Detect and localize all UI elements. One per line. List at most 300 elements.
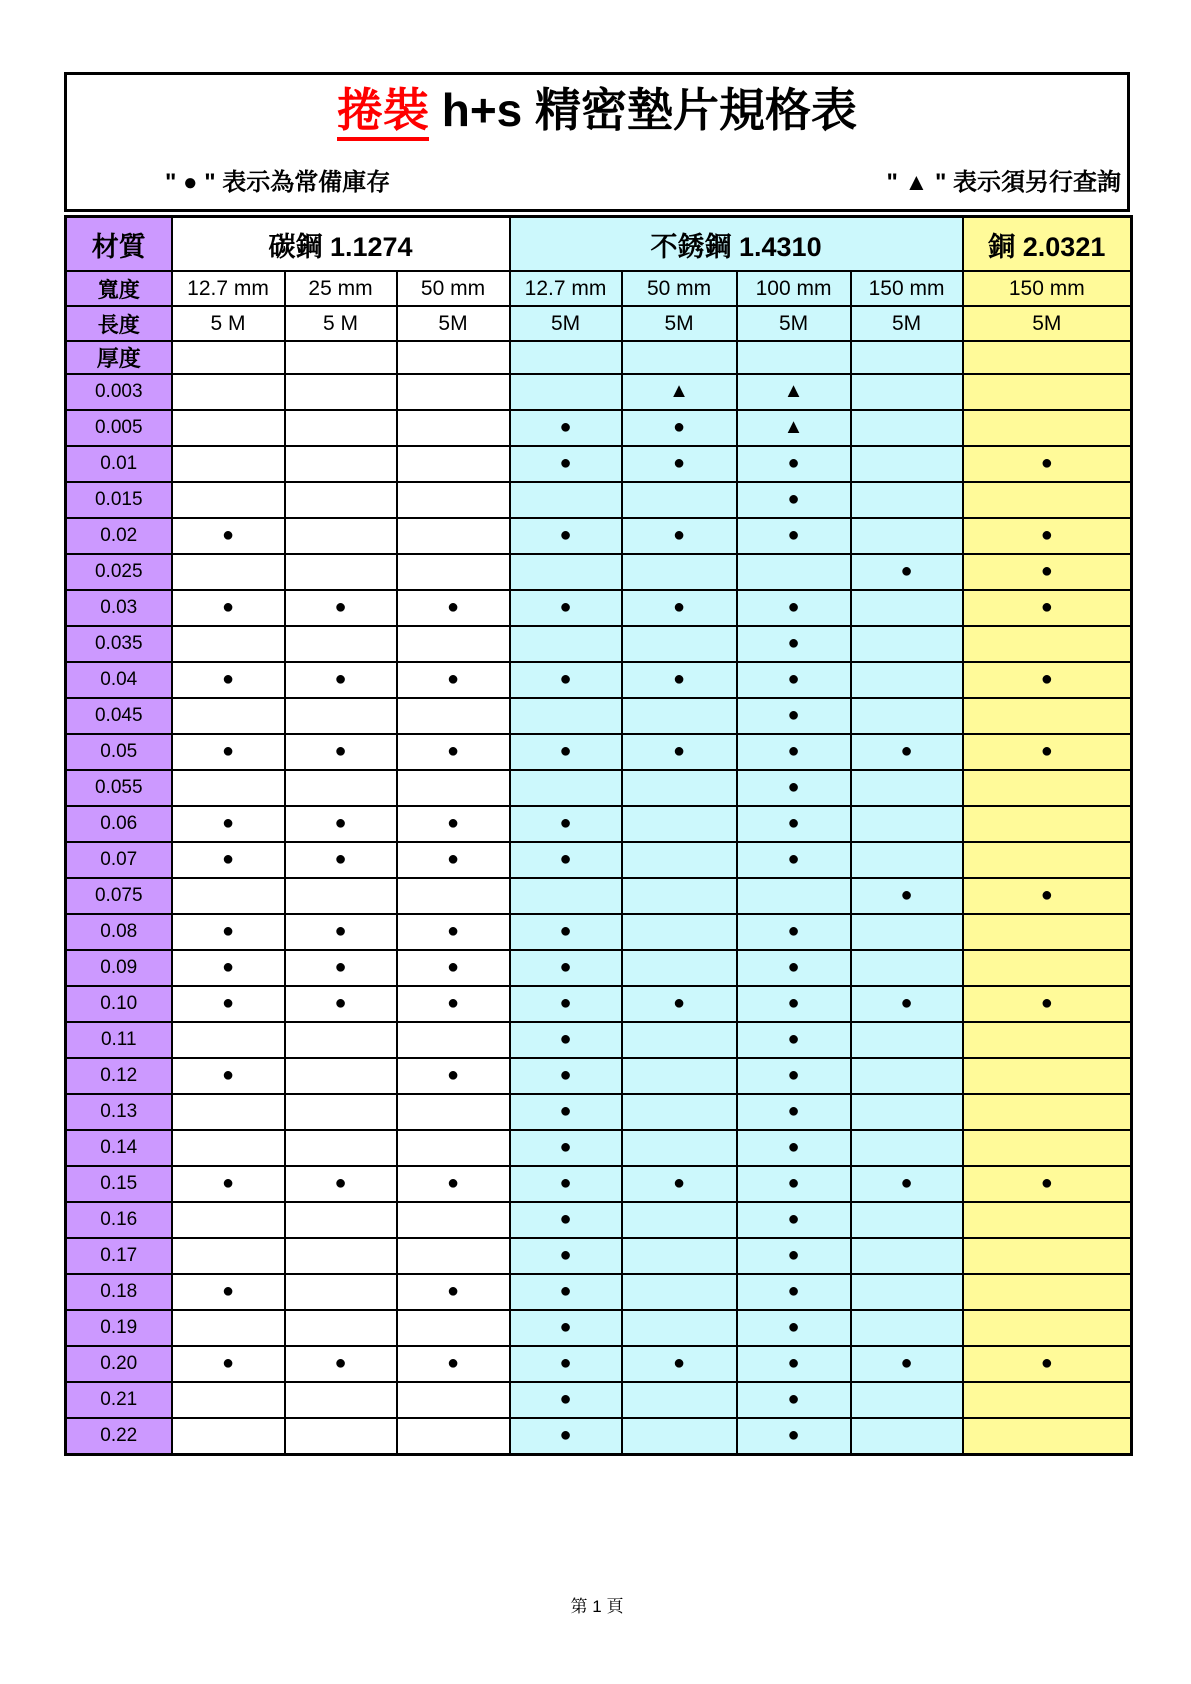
stock-cell bbox=[285, 662, 397, 698]
stock-cell bbox=[510, 1274, 622, 1310]
stock-cell bbox=[397, 842, 510, 878]
stock-dot-icon: ● bbox=[446, 992, 460, 1014]
stock-cell bbox=[851, 734, 963, 770]
stock-cell bbox=[963, 1346, 1132, 1382]
stock-cell bbox=[285, 806, 397, 842]
stock-cell bbox=[285, 1130, 397, 1166]
stock-cell bbox=[622, 626, 737, 662]
table-row bbox=[66, 950, 1132, 986]
stock-cell bbox=[285, 1274, 397, 1310]
stock-cell bbox=[397, 698, 510, 734]
table-row bbox=[66, 698, 1132, 734]
stock-cell bbox=[172, 1022, 285, 1058]
stock-cell bbox=[397, 1382, 510, 1418]
stock-cell bbox=[622, 1382, 737, 1418]
stock-cell bbox=[851, 374, 963, 410]
stock-cell bbox=[622, 1274, 737, 1310]
table-row bbox=[66, 878, 1132, 914]
stock-cell bbox=[963, 554, 1132, 590]
stock-cell bbox=[397, 770, 510, 806]
thickness-value-cell: 0.11 bbox=[66, 1022, 172, 1058]
stock-dot-icon: ● bbox=[787, 1172, 800, 1194]
stock-cell bbox=[963, 734, 1132, 770]
stock-dot-icon: ● bbox=[334, 848, 347, 870]
stock-cell bbox=[510, 590, 622, 626]
stock-dot-icon: ● bbox=[1040, 1172, 1053, 1194]
stock-cell bbox=[737, 518, 851, 554]
stock-cell bbox=[622, 770, 737, 806]
table-row bbox=[66, 842, 1132, 878]
stock-cell bbox=[737, 1166, 851, 1202]
stock-cell bbox=[851, 770, 963, 806]
stock-cell bbox=[397, 518, 510, 554]
stock-cell bbox=[397, 1130, 510, 1166]
stock-cell bbox=[510, 482, 622, 518]
length-value-cell: 5M bbox=[963, 306, 1132, 341]
thickness-value-cell: 0.06 bbox=[66, 806, 172, 842]
stock-dot-icon: ● bbox=[559, 1028, 572, 1050]
thickness-value-cell: 0.10 bbox=[66, 986, 172, 1022]
stock-cell bbox=[737, 806, 851, 842]
stock-cell bbox=[172, 374, 285, 410]
stock-dot-icon: ● bbox=[559, 668, 572, 690]
stock-dot-icon: ● bbox=[559, 1064, 572, 1086]
stock-cell bbox=[397, 914, 510, 950]
stock-cell bbox=[285, 626, 397, 662]
table-row bbox=[66, 410, 1132, 446]
table-row bbox=[66, 374, 1132, 410]
stock-cell bbox=[172, 770, 285, 806]
stock-cell bbox=[397, 482, 510, 518]
table-row bbox=[66, 662, 1132, 698]
stock-dot-icon: ● bbox=[672, 668, 686, 690]
stock-dot-icon: ● bbox=[559, 740, 572, 762]
stock-cell bbox=[622, 590, 737, 626]
stock-cell bbox=[397, 734, 510, 770]
stock-cell bbox=[963, 1022, 1132, 1058]
stock-cell bbox=[851, 518, 963, 554]
stock-cell bbox=[737, 1382, 851, 1418]
stock-cell bbox=[963, 410, 1132, 446]
stock-cell bbox=[397, 1022, 510, 1058]
stock-cell bbox=[172, 914, 285, 950]
stock-dot-icon: ● bbox=[559, 1172, 572, 1194]
stock-cell bbox=[851, 1310, 963, 1346]
stock-dot-icon: ● bbox=[559, 992, 572, 1014]
stock-cell bbox=[737, 374, 851, 410]
stock-cell bbox=[510, 1022, 622, 1058]
stock-cell bbox=[510, 1418, 622, 1455]
stock-dot-icon: ● bbox=[672, 452, 686, 474]
stock-dot-icon: ● bbox=[672, 596, 686, 618]
stock-cell bbox=[622, 734, 737, 770]
material-header-label: 材質 bbox=[66, 217, 172, 272]
stock-cell bbox=[397, 950, 510, 986]
stock-dot-icon: ● bbox=[900, 740, 913, 762]
stock-cell bbox=[397, 1418, 510, 1455]
stock-cell bbox=[851, 1382, 963, 1418]
stock-cell bbox=[622, 554, 737, 590]
thickness-value-cell: 0.025 bbox=[66, 554, 172, 590]
stock-dot-icon: ● bbox=[334, 956, 347, 978]
stock-cell bbox=[172, 482, 285, 518]
stock-cell bbox=[397, 806, 510, 842]
stock-cell bbox=[963, 770, 1132, 806]
width-value-cell: 50 mm bbox=[622, 271, 737, 306]
thickness-header-empty-cell bbox=[285, 341, 397, 374]
stock-cell bbox=[285, 1022, 397, 1058]
inquiry-triangle-icon: ▲ bbox=[783, 380, 804, 402]
stock-dot-icon: ● bbox=[787, 992, 800, 1014]
width-value-cell: 150 mm bbox=[963, 271, 1132, 306]
stock-cell bbox=[963, 842, 1132, 878]
stock-cell bbox=[172, 1418, 285, 1455]
stock-cell bbox=[737, 1418, 851, 1455]
stock-cell bbox=[963, 1058, 1132, 1094]
page-title bbox=[67, 85, 1127, 136]
stock-cell bbox=[622, 410, 737, 446]
stock-cell bbox=[285, 878, 397, 914]
table-row bbox=[66, 446, 1132, 482]
stock-cell bbox=[737, 1130, 851, 1166]
stock-dot-icon: ● bbox=[672, 524, 686, 546]
table-row bbox=[66, 1130, 1132, 1166]
stock-dot-icon: ● bbox=[787, 776, 800, 798]
stock-dot-icon: ● bbox=[559, 1136, 572, 1158]
material-name-cell: 銅 2.0321 bbox=[963, 217, 1132, 272]
inquiry-triangle-icon: ▲ bbox=[669, 380, 689, 402]
stock-cell bbox=[622, 950, 737, 986]
thickness-value-cell: 0.17 bbox=[66, 1238, 172, 1274]
thickness-value-cell: 0.22 bbox=[66, 1418, 172, 1455]
stock-dot-icon: ● bbox=[334, 740, 347, 762]
stock-cell bbox=[851, 590, 963, 626]
stock-cell bbox=[963, 986, 1132, 1022]
table-row bbox=[66, 554, 1132, 590]
thickness-value-cell: 0.08 bbox=[66, 914, 172, 950]
stock-dot-icon: ● bbox=[787, 1064, 800, 1086]
stock-cell bbox=[397, 1274, 510, 1310]
stock-cell bbox=[285, 1310, 397, 1346]
stock-dot-icon: ● bbox=[787, 740, 800, 762]
stock-cell bbox=[397, 590, 510, 626]
stock-cell bbox=[851, 806, 963, 842]
table-row bbox=[66, 1058, 1132, 1094]
stock-dot-icon: ● bbox=[787, 1136, 800, 1158]
stock-cell bbox=[851, 1274, 963, 1310]
stock-dot-icon: ● bbox=[221, 1172, 235, 1194]
thickness-value-cell: 0.02 bbox=[66, 518, 172, 554]
stock-cell bbox=[622, 1022, 737, 1058]
stock-dot-icon: ● bbox=[787, 524, 800, 546]
table-row bbox=[66, 1238, 1132, 1274]
stock-cell bbox=[963, 914, 1132, 950]
thickness-value-cell: 0.035 bbox=[66, 626, 172, 662]
stock-dot-icon: ● bbox=[900, 884, 913, 906]
stock-dot-icon: ● bbox=[1040, 452, 1053, 474]
thickness-value-cell: 0.21 bbox=[66, 1382, 172, 1418]
thickness-header-row bbox=[66, 341, 1132, 374]
stock-cell bbox=[285, 1058, 397, 1094]
thickness-value-cell: 0.19 bbox=[66, 1310, 172, 1346]
stock-dot-icon: ● bbox=[559, 1280, 572, 1302]
stock-dot-icon: ● bbox=[559, 1352, 572, 1374]
stock-cell bbox=[397, 1238, 510, 1274]
width-header-label: 寬度 bbox=[66, 271, 172, 306]
stock-cell bbox=[622, 1202, 737, 1238]
stock-cell bbox=[285, 554, 397, 590]
stock-cell bbox=[285, 374, 397, 410]
thickness-value-cell: 0.18 bbox=[66, 1274, 172, 1310]
stock-cell bbox=[851, 842, 963, 878]
stock-cell bbox=[510, 806, 622, 842]
stock-dot-icon: ● bbox=[334, 920, 347, 942]
stock-dot-icon: ● bbox=[221, 668, 235, 690]
stock-dot-icon: ● bbox=[559, 596, 572, 618]
stock-cell bbox=[510, 878, 622, 914]
thickness-value-cell: 0.13 bbox=[66, 1094, 172, 1130]
table-row bbox=[66, 770, 1132, 806]
stock-cell bbox=[737, 590, 851, 626]
stock-dot-icon: ● bbox=[559, 1388, 572, 1410]
stock-dot-icon: ● bbox=[1040, 992, 1053, 1014]
stock-dot-icon: ● bbox=[221, 848, 235, 870]
stock-dot-icon: ● bbox=[446, 1352, 460, 1374]
thickness-value-cell: 0.04 bbox=[66, 662, 172, 698]
stock-cell bbox=[285, 986, 397, 1022]
stock-cell bbox=[510, 554, 622, 590]
stock-cell bbox=[172, 698, 285, 734]
stock-cell bbox=[172, 446, 285, 482]
table-row bbox=[66, 1094, 1132, 1130]
stock-cell bbox=[172, 626, 285, 662]
title-main: h+s 精密墊片規格表 bbox=[428, 84, 858, 136]
stock-cell bbox=[737, 410, 851, 446]
table-row bbox=[66, 806, 1132, 842]
stock-dot-icon: ● bbox=[221, 956, 235, 978]
page-number: 第 1 頁 bbox=[570, 1597, 624, 1616]
stock-cell bbox=[622, 878, 737, 914]
stock-cell bbox=[172, 1310, 285, 1346]
stock-cell bbox=[737, 1058, 851, 1094]
stock-cell bbox=[737, 482, 851, 518]
stock-cell bbox=[172, 554, 285, 590]
stock-dot-icon: ● bbox=[559, 452, 572, 474]
thickness-header-empty-cell bbox=[510, 341, 622, 374]
thickness-value-cell: 0.005 bbox=[66, 410, 172, 446]
table-row bbox=[66, 1346, 1132, 1382]
stock-cell bbox=[851, 1346, 963, 1382]
thickness-header-empty-cell bbox=[963, 341, 1132, 374]
stock-cell bbox=[397, 1202, 510, 1238]
stock-dot-icon: ● bbox=[334, 812, 347, 834]
stock-dot-icon: ● bbox=[446, 920, 460, 942]
document bbox=[64, 72, 1130, 1456]
stock-cell bbox=[285, 1094, 397, 1130]
stock-dot-icon: ● bbox=[1040, 524, 1053, 546]
stock-cell bbox=[851, 662, 963, 698]
stock-cell bbox=[285, 446, 397, 482]
stock-cell bbox=[397, 878, 510, 914]
stock-cell bbox=[622, 662, 737, 698]
stock-dot-icon: ● bbox=[559, 848, 572, 870]
stock-dot-icon: ● bbox=[221, 524, 235, 546]
stock-dot-icon: ● bbox=[900, 992, 913, 1014]
stock-cell bbox=[285, 1346, 397, 1382]
stock-cell bbox=[963, 698, 1132, 734]
stock-cell bbox=[510, 626, 622, 662]
thickness-value-cell: 0.12 bbox=[66, 1058, 172, 1094]
spec-table bbox=[64, 215, 1133, 1456]
stock-cell bbox=[285, 1166, 397, 1202]
stock-cell bbox=[851, 410, 963, 446]
stock-cell bbox=[737, 446, 851, 482]
stock-dot-icon: ● bbox=[334, 992, 347, 1014]
stock-cell bbox=[172, 410, 285, 446]
stock-cell bbox=[172, 1346, 285, 1382]
stock-cell bbox=[963, 806, 1132, 842]
stock-cell bbox=[737, 1202, 851, 1238]
stock-cell bbox=[172, 986, 285, 1022]
stock-cell bbox=[963, 482, 1132, 518]
stock-cell bbox=[737, 734, 851, 770]
length-value-cell: 5 M bbox=[285, 306, 397, 341]
stock-dot-icon: ● bbox=[446, 740, 460, 762]
stock-dot-icon: ● bbox=[787, 1100, 800, 1122]
thickness-value-cell: 0.14 bbox=[66, 1130, 172, 1166]
stock-dot-icon: ● bbox=[1040, 884, 1053, 906]
thickness-value-cell: 0.09 bbox=[66, 950, 172, 986]
stock-cell bbox=[737, 626, 851, 662]
stock-cell bbox=[622, 446, 737, 482]
stock-cell bbox=[285, 410, 397, 446]
stock-cell bbox=[285, 518, 397, 554]
thickness-value-cell: 0.003 bbox=[66, 374, 172, 410]
stock-cell bbox=[963, 950, 1132, 986]
stock-cell bbox=[737, 1094, 851, 1130]
stock-cell bbox=[963, 1274, 1132, 1310]
stock-cell bbox=[851, 446, 963, 482]
stock-cell bbox=[737, 842, 851, 878]
stock-cell bbox=[510, 698, 622, 734]
stock-cell bbox=[285, 482, 397, 518]
stock-cell bbox=[963, 1094, 1132, 1130]
stock-cell bbox=[963, 518, 1132, 554]
stock-cell bbox=[963, 446, 1132, 482]
length-value-cell: 5 M bbox=[172, 306, 285, 341]
table-row bbox=[66, 914, 1132, 950]
stock-cell bbox=[510, 1238, 622, 1274]
stock-dot-icon: ● bbox=[446, 956, 460, 978]
stock-cell bbox=[510, 1130, 622, 1166]
stock-cell bbox=[397, 986, 510, 1022]
table-row bbox=[66, 1310, 1132, 1346]
thickness-header-empty-cell bbox=[851, 341, 963, 374]
stock-dot-icon: ● bbox=[446, 668, 460, 690]
stock-cell bbox=[963, 1418, 1132, 1455]
thickness-value-cell: 0.03 bbox=[66, 590, 172, 626]
stock-cell bbox=[622, 842, 737, 878]
stock-cell bbox=[510, 770, 622, 806]
stock-dot-icon: ● bbox=[446, 596, 460, 618]
material-name-cell: 碳鋼 1.1274 bbox=[172, 217, 510, 272]
stock-cell bbox=[851, 1094, 963, 1130]
stock-cell bbox=[737, 698, 851, 734]
stock-dot-icon: ● bbox=[1040, 740, 1053, 762]
stock-dot-icon: ● bbox=[559, 920, 572, 942]
length-value-cell: 5M bbox=[397, 306, 510, 341]
stock-dot-icon: ● bbox=[787, 1388, 800, 1410]
thickness-value-cell: 0.01 bbox=[66, 446, 172, 482]
stock-cell bbox=[737, 1238, 851, 1274]
stock-dot-icon: ● bbox=[672, 740, 686, 762]
stock-cell bbox=[510, 1310, 622, 1346]
stock-cell bbox=[963, 590, 1132, 626]
stock-dot-icon: ● bbox=[559, 1100, 572, 1122]
stock-dot-icon: ● bbox=[1040, 560, 1053, 582]
stock-dot-icon: ● bbox=[446, 848, 460, 870]
stock-cell bbox=[285, 1202, 397, 1238]
table-row bbox=[66, 482, 1132, 518]
table-row bbox=[66, 626, 1132, 662]
stock-cell bbox=[172, 518, 285, 554]
length-value-cell: 5M bbox=[851, 306, 963, 341]
table-row bbox=[66, 590, 1132, 626]
stock-cell bbox=[851, 1202, 963, 1238]
stock-dot-icon: ● bbox=[559, 524, 572, 546]
stock-cell bbox=[622, 1130, 737, 1166]
stock-dot-icon: ● bbox=[446, 1280, 460, 1302]
length-value-cell: 5M bbox=[622, 306, 737, 341]
stock-cell bbox=[851, 1058, 963, 1094]
width-value-cell: 50 mm bbox=[397, 271, 510, 306]
stock-dot-icon: ● bbox=[787, 632, 800, 654]
stock-cell bbox=[622, 914, 737, 950]
stock-cell bbox=[737, 662, 851, 698]
table-row bbox=[66, 1418, 1132, 1455]
thickness-value-cell: 0.05 bbox=[66, 734, 172, 770]
stock-dot-icon: ● bbox=[446, 812, 460, 834]
stock-dot-icon: ● bbox=[559, 416, 572, 438]
stock-dot-icon: ● bbox=[1040, 1352, 1053, 1374]
stock-cell bbox=[737, 1310, 851, 1346]
stock-dot-icon: ● bbox=[334, 668, 347, 690]
stock-cell bbox=[737, 878, 851, 914]
stock-cell bbox=[285, 1238, 397, 1274]
stock-cell bbox=[737, 914, 851, 950]
thickness-header-empty-cell bbox=[622, 341, 737, 374]
stock-cell bbox=[285, 914, 397, 950]
length-header-row bbox=[66, 306, 1132, 341]
stock-cell bbox=[851, 1418, 963, 1455]
stock-dot-icon: ● bbox=[787, 848, 800, 870]
thickness-value-cell: 0.075 bbox=[66, 878, 172, 914]
stock-cell bbox=[172, 590, 285, 626]
stock-dot-icon: ● bbox=[334, 1172, 347, 1194]
stock-cell bbox=[851, 1022, 963, 1058]
table-row bbox=[66, 1166, 1132, 1202]
stock-cell bbox=[622, 1418, 737, 1455]
stock-cell bbox=[737, 554, 851, 590]
stock-cell bbox=[963, 1130, 1132, 1166]
stock-dot-icon: ● bbox=[672, 1172, 686, 1194]
stock-cell bbox=[622, 1058, 737, 1094]
stock-cell bbox=[397, 446, 510, 482]
table-row bbox=[66, 986, 1132, 1022]
stock-dot-icon: ● bbox=[787, 1208, 800, 1230]
stock-dot-icon: ● bbox=[672, 992, 686, 1014]
stock-cell bbox=[510, 1382, 622, 1418]
